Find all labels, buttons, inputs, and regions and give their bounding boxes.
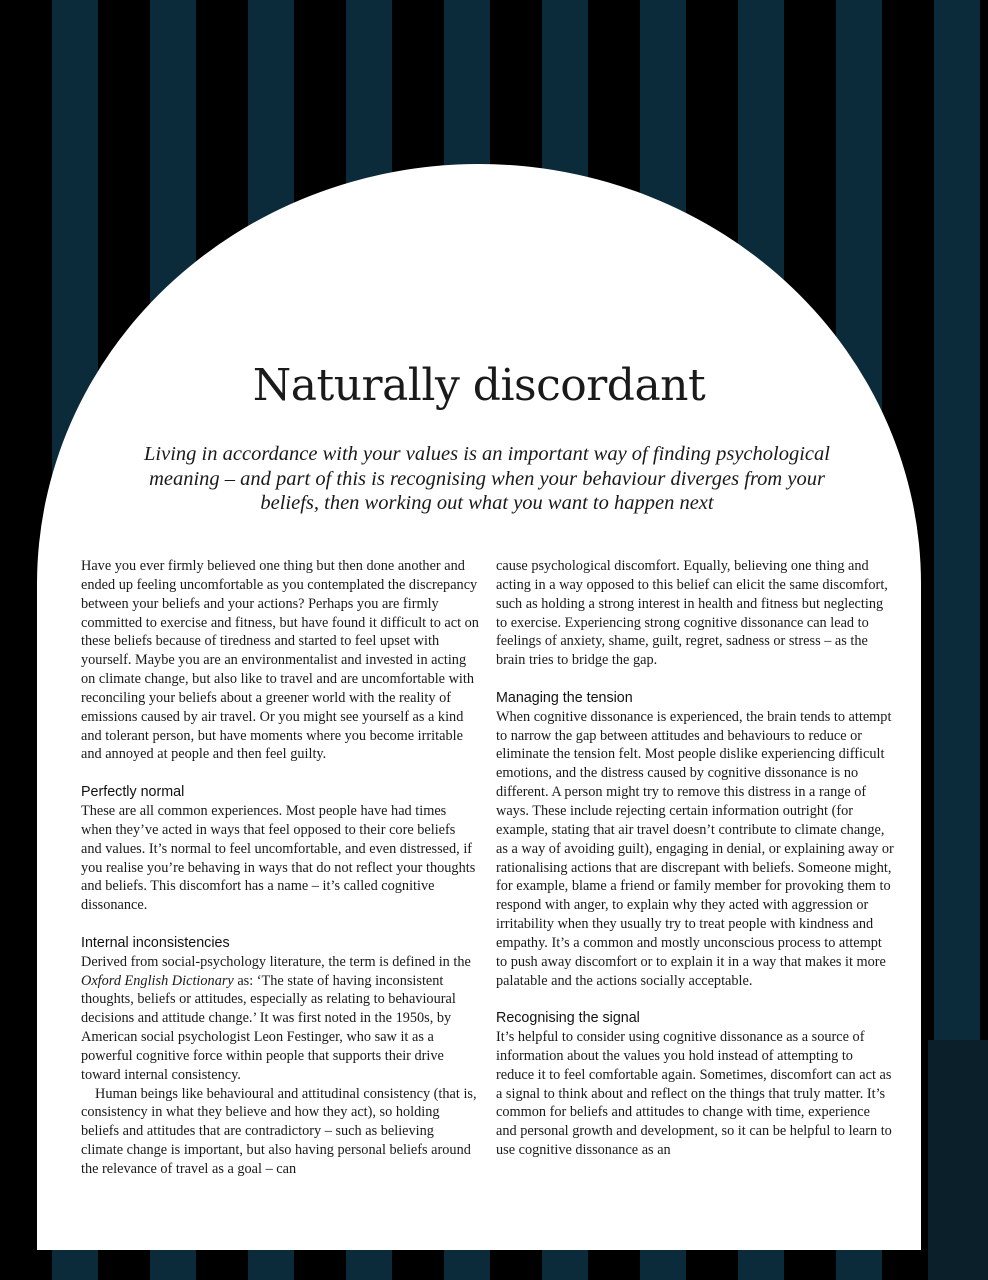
- paragraph-text: Derived from social-psychology literature, the term is defined in the: [81, 953, 471, 970]
- section-heading-managing-the-tension: Managing the tension: [496, 689, 633, 706]
- right-column: [496, 557, 894, 1160]
- continuation-paragraph: cause psychological discomfort. Equally, believing one thing and acting in a way opposed to this belief can elicit the same discomfort, such as holding a strong interest in health and fitness but neglecting to exercise. Experiencing strong cognitive dissonance can lead to feelings of anxiety, shame, guilt, regret, sadness or stress – as the brain tries to bridge the gap.: [496, 558, 888, 669]
- left-column: [81, 557, 479, 1179]
- paragraph-text: as: ‘The state of having inconsistent thoughts, beliefs or attitudes, especially as relating to behavioural decisions and attitude change.’ It was first noted in the 1950s, by American social psychologist Leon Festinger, who saw it as a powerful cognitive force within people that supports their drive toward internal consistency.: [81, 972, 456, 1083]
- article-standfirst: Living in accordance with your values is an important way of finding psychological meaning – and part of this is recognising when your behaviour diverges from your beliefs, then working out what you want to happen next: [144, 443, 830, 514]
- dictionary-title: Oxford English Dictionary: [81, 972, 234, 989]
- decorative-shape: [928, 1040, 988, 1280]
- intro-paragraph: Have you ever firmly believed one thing but then done another and ended up feeling uncomfortable as you contemplated the discrepancy between your beliefs and your actions? Perhaps you are firmly committed to exercise and fitness, but have found it difficult to act on these beliefs because of tiredness and started to feel upset with yourself. Maybe you are an environmentalist and invested in acting on climate change, but also like to travel and are uncomfortable with reconciling your beliefs about a greener world with the reality of emissions caused by air travel. Or you might see yourself as a kind and tolerant person, but have moments where you become irritable and annoyed at people and then feel guilty.: [81, 558, 479, 763]
- section-paragraph: [81, 953, 479, 1085]
- article-title: Naturally discordant: [252, 360, 706, 411]
- section-heading-internal-inconsistencies: Internal inconsistencies: [81, 934, 230, 951]
- section-paragraph: Human beings like behavioural and attitudinal consistency (that is, consistency in what they believe and how they act), so holding beliefs and attitudes that are contradictory – such as believing climate change is important, but also having personal beliefs around the relevance of travel as a goal – can: [81, 1085, 477, 1177]
- section-heading-perfectly-normal: Perfectly normal: [81, 784, 185, 801]
- section-heading-recognising-the-signal: Recognising the signal: [496, 1010, 640, 1027]
- section-paragraph: When cognitive dissonance is experienced, the brain tends to attempt to narrow the gap between attitudes and behaviours to reduce or eliminate the tension felt. Most people dislike experiencing difficult emotions, and the distress caused by cognitive dissonance is no different. A person might try to remove this distress in a range of ways. These include rejecting certain information outright (for example, stating that air travel doesn’t contribute to climate change, as a way of avoiding guilt), engaging in denial, or explaining away or rationalising actions that are discrepant with beliefs. Someone might, for example, blame a friend or family member for provoking them to respond with anger, to explain why they acted with aggression or irritability when they usually try to treat people with kindness and empathy. It’s a common and mostly unconscious process to attempt to push away discomfort or to explain it in a way that makes it more palatable and the actions socially acceptable.: [496, 708, 894, 989]
- section-paragraph: These are all common experiences. Most people have had times when they’ve acted in ways that feel opposed to their core beliefs and values. It’s normal to feel uncomfortable, and even distressed, if you realise you’re behaving in ways that do not reflect your thoughts and beliefs. This discomfort has a name – it’s called cognitive dissonance.: [81, 802, 476, 914]
- section-paragraph: It’s helpful to consider using cognitive dissonance as a source of information about the values you hold instead of attempting to reduce it to feel comfortable again. Sometimes, discomfort can act as a signal to think about and reflect on the things that truly matter. It’s common for beliefs and attitudes to change with time, experience and personal growth and development, so it can be helpful to learn to use cognitive dissonance as an: [496, 1029, 892, 1159]
